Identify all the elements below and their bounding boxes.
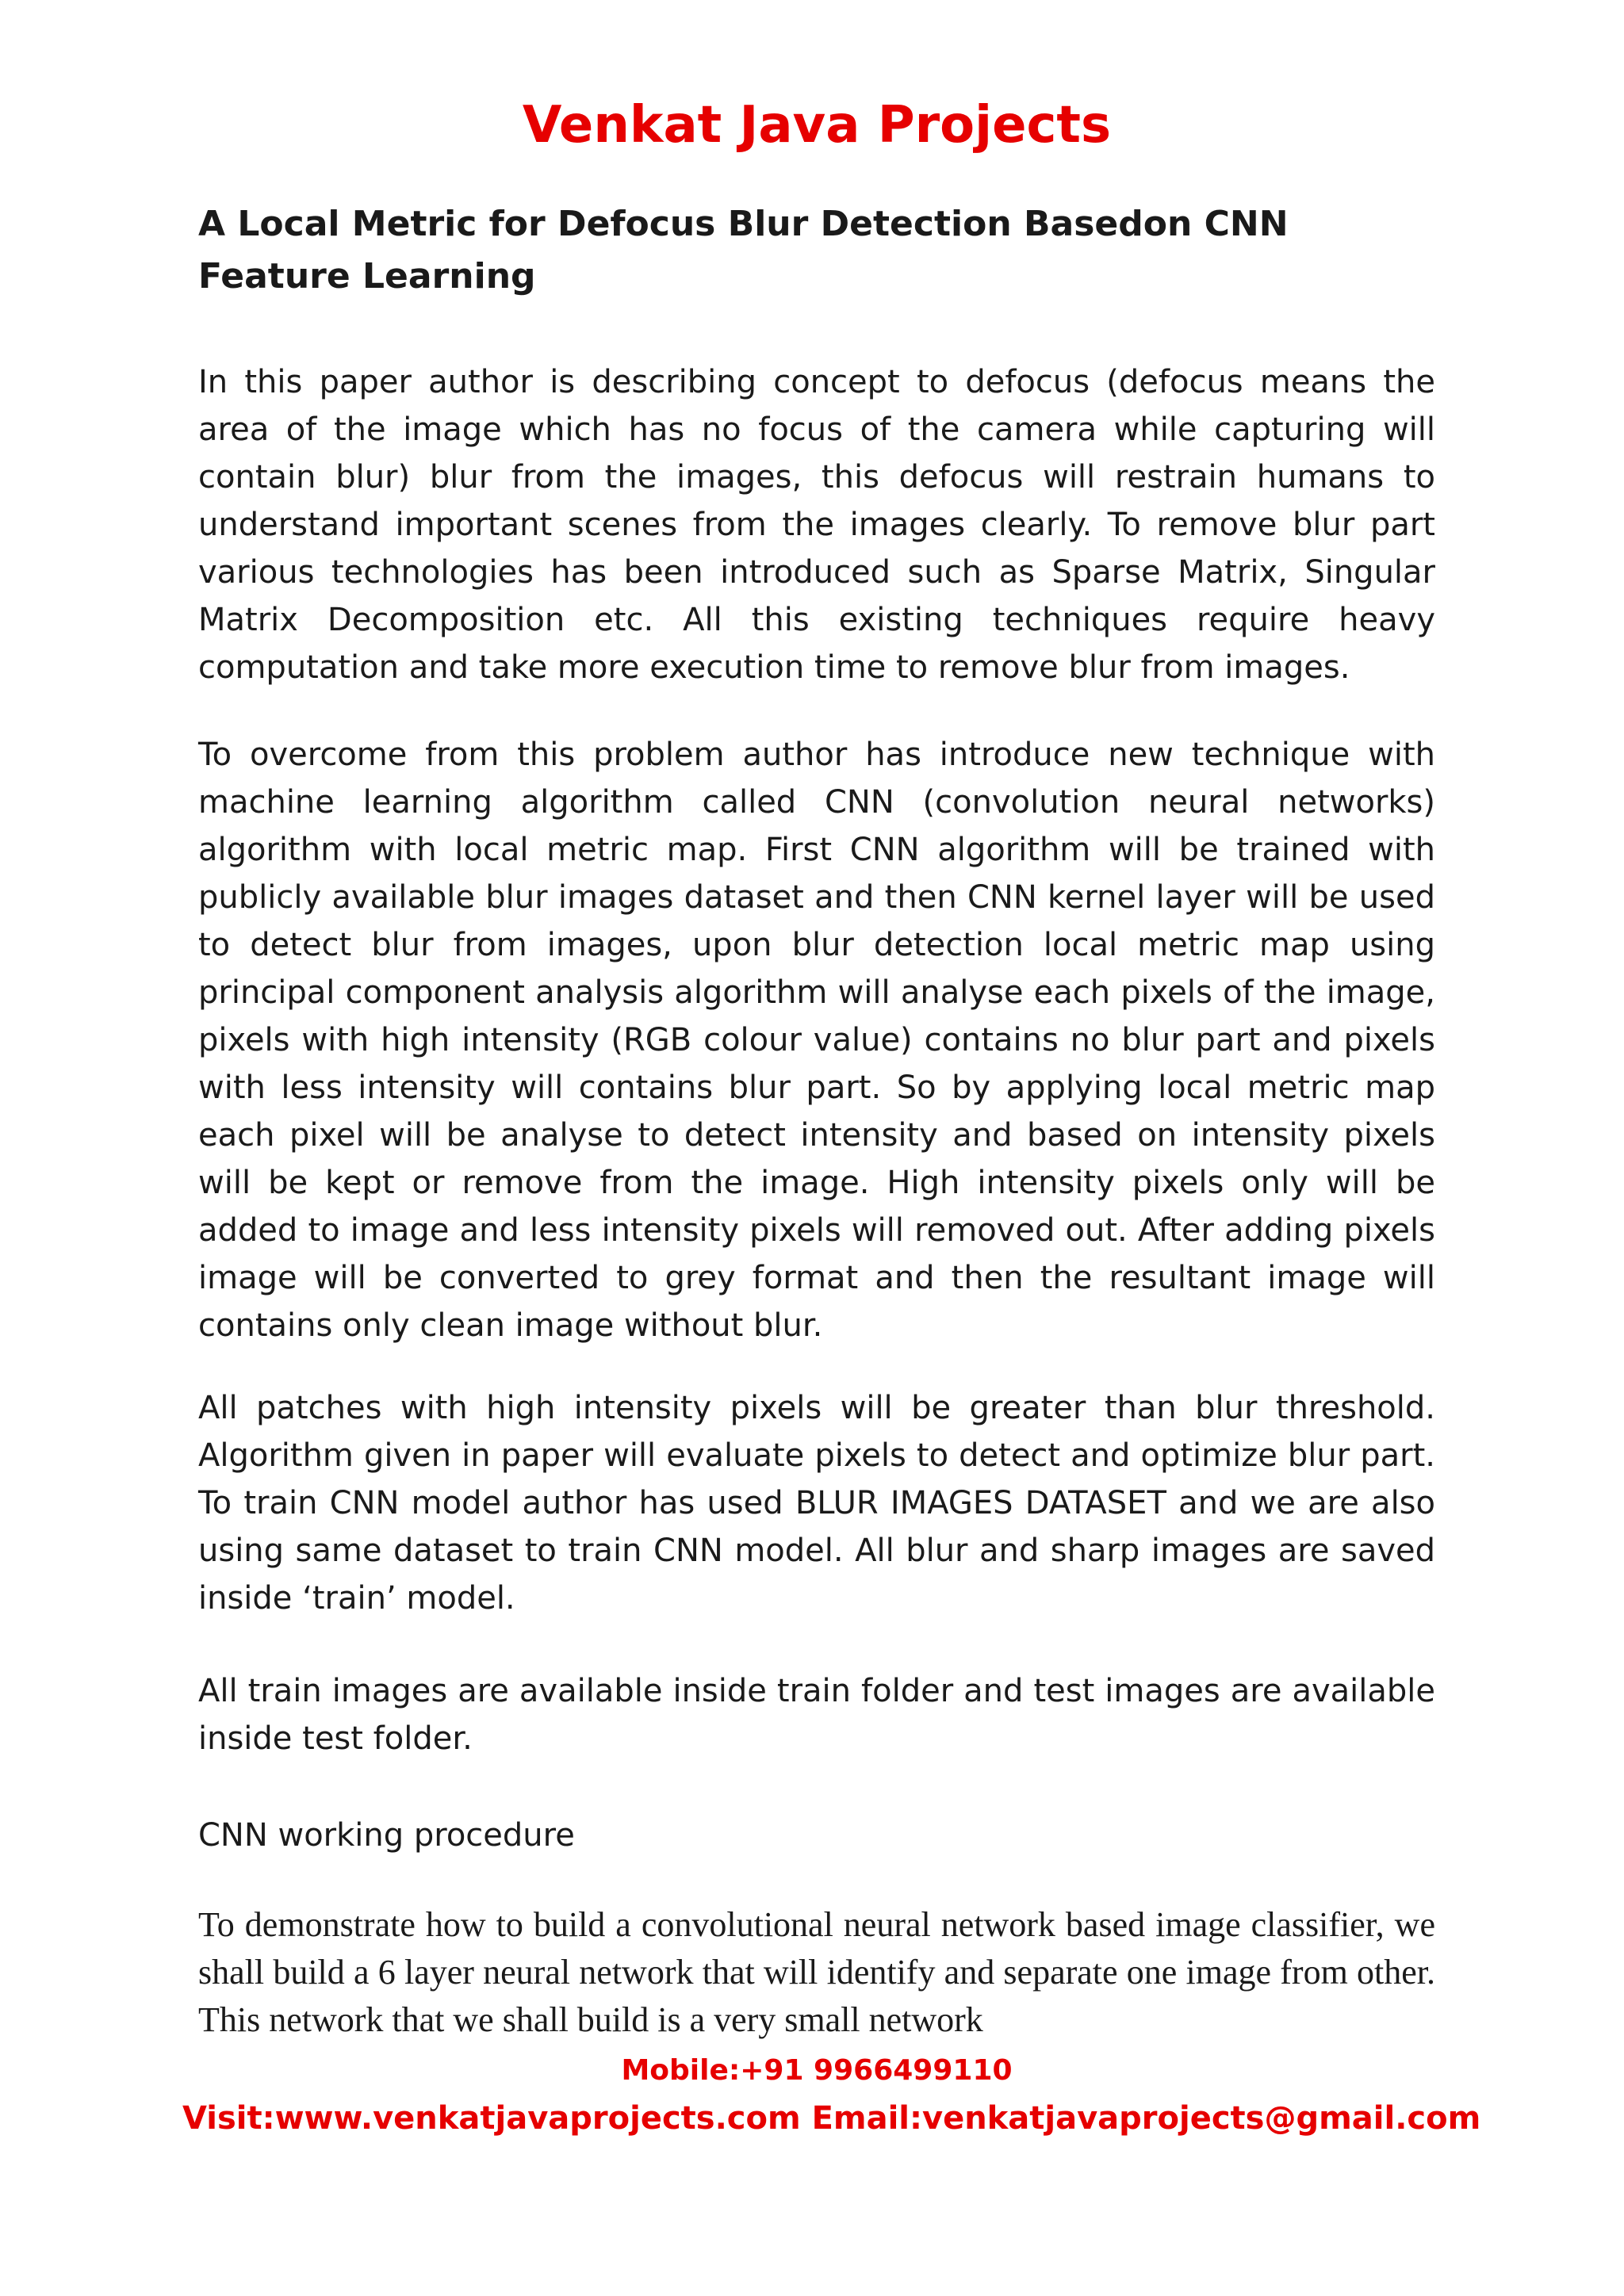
paragraph-threshold: All patches with high intensity pixels will be greater than blur threshold. Algorithm given in paper will evaluate pixels to detect and optimize blur part. To train CNN model author has used BLUR IMAGES DATASET and we are also using same dataset to train CNN model. All blur and sharp images are saved inside ‘train’ model. — [198, 1390, 1435, 1617]
paragraph-intro: In this paper author is describing concept to defocus (defocus means the area of the image which has no focus of the camera while capturing will contain blur) blur from the images, this defocus will restrain humans to understand important scenes from the images clearly. To remove blur part various technologies has been introduced such as Sparse Matrix, Singular Matrix Decomposition etc. All this existing techniques require heavy computation and take more execution time to remove blur from images. — [198, 364, 1435, 686]
document-title: A Local Metric for Defocus Blur Detection Basedon CNN Feature Learning — [198, 204, 1289, 297]
paragraph-folders: All train images are available inside train folder and test images are available inside test folder. — [198, 1673, 1435, 1757]
paragraph-technique: To overcome from this problem author has introduce new technique with machine learning algorithm called CNN (convolution neural networks) algorithm with local metric map. First CNN algorithm will be trained with publicly available blur images dataset and then CNN kernel layer will be used to detect blur from images, upon blur detection local metric map using principal component analysis algorithm will analyse each pixels of the image, pixels with high intensity (RGB colour value) contains no blur part and pixels with less intensity will contains blur part. So by applying local metric map each pixel will be analyse to detect intensity and based on intensity pixels will be kept or remove from the image. High intensity pixels only will be added to image and less intensity pixels will removed out. After adding pixels image will be converted to grey format and then the resultant image will contains only clean image without blur. — [198, 737, 1435, 1344]
footer-visit-email: Visit:www.venkatjavaprojects.com Email:venkatjavaprojects@gmail.com — [182, 2100, 1481, 2137]
brand-heading: Venkat Java Projects — [522, 96, 1112, 155]
section-heading-cnn-procedure: CNN working procedure — [198, 1817, 575, 1854]
paragraph-cnn-demo: To demonstrate how to build a convolutional neural network based image classifier, we shall build a 6 layer neural network that will identify and separate one image from other. This network that we shall build is a very small network — [198, 1905, 1435, 2039]
document-page — [182, 0, 1481, 2296]
footer-mobile: Mobile:+91 9966499110 — [621, 2054, 1013, 2087]
